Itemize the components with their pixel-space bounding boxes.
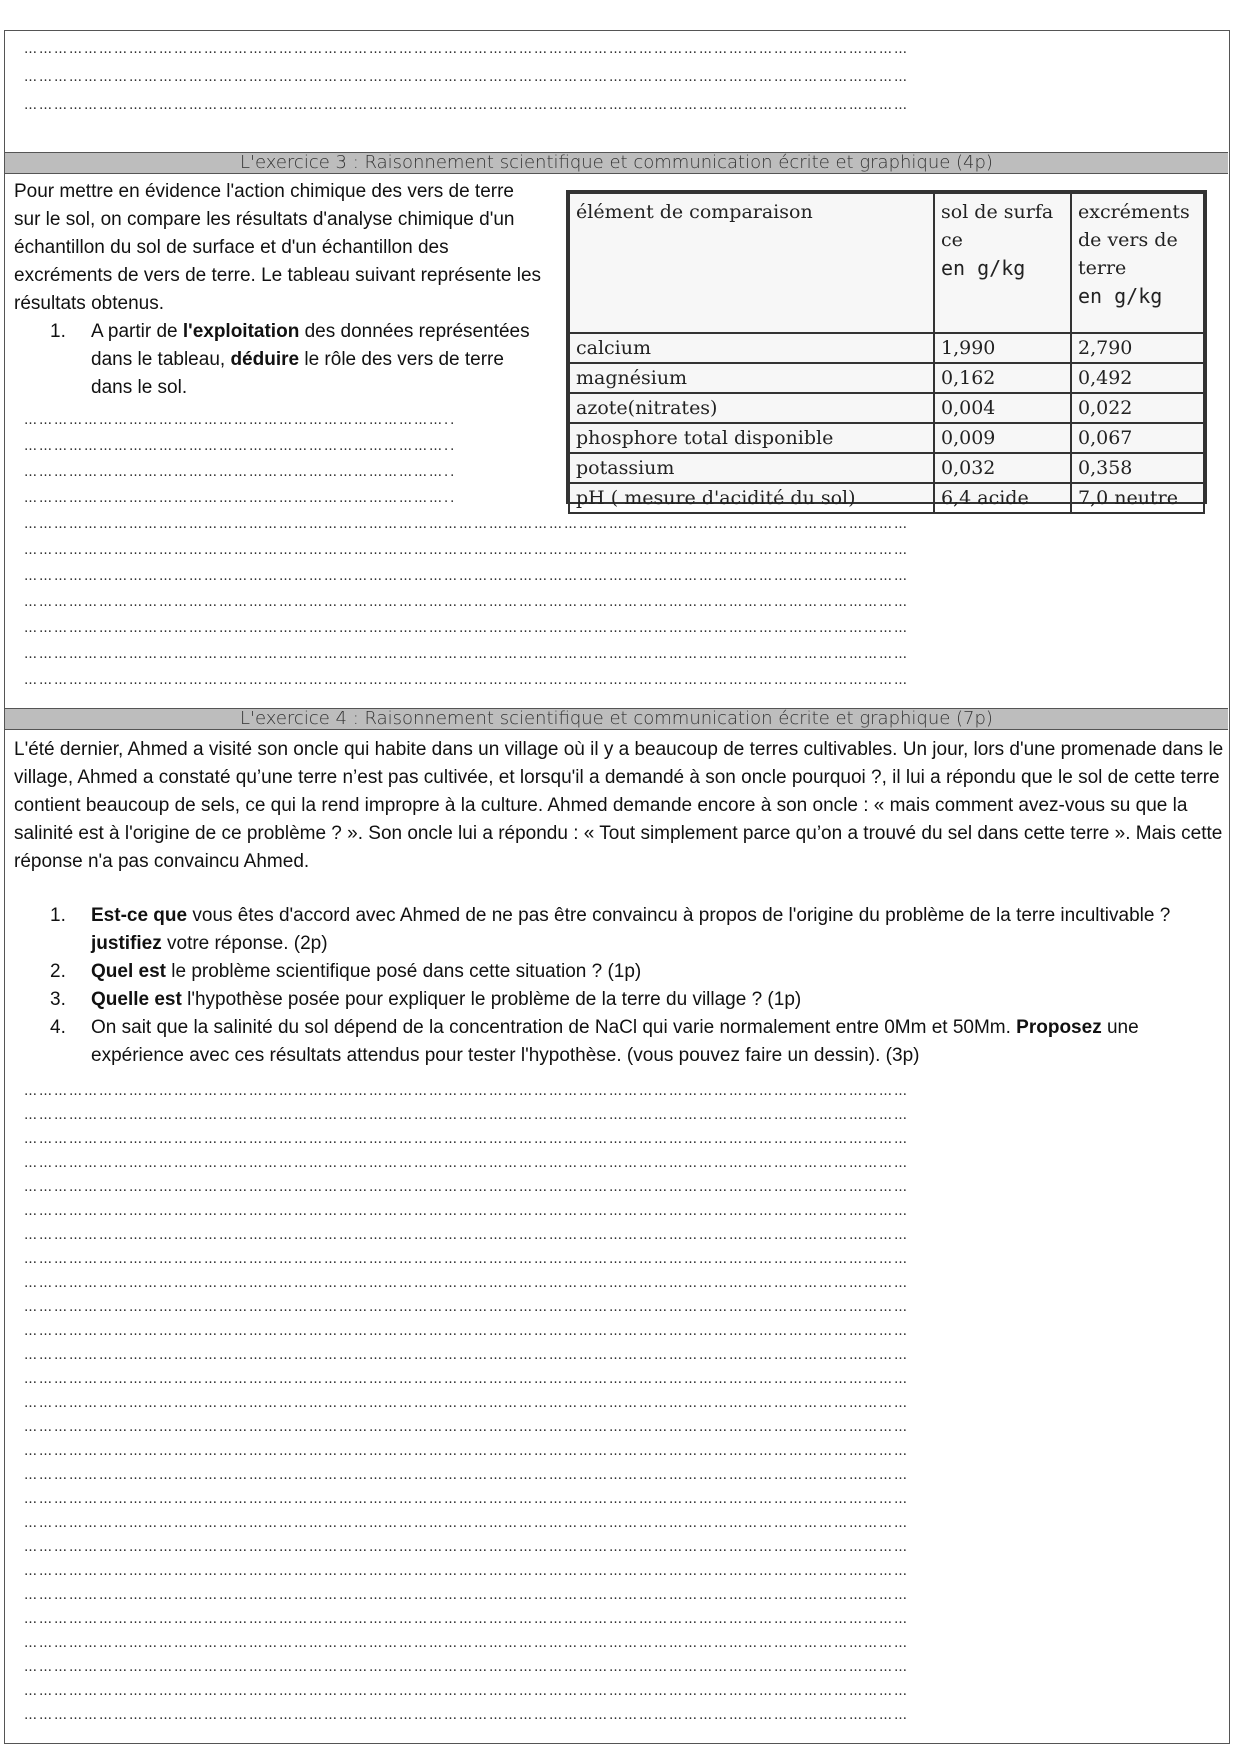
answer-line[interactable]: …………………………………………………………………………………………………………………………………………………………… bbox=[24, 1492, 909, 1507]
answer-line[interactable]: …………………………………………………………………………………………………………………………………………………………… bbox=[24, 1564, 909, 1579]
keyword: Quelle est bbox=[91, 989, 182, 1010]
header-label: sol de surfa ce bbox=[941, 201, 1054, 251]
answer-line[interactable]: …………………………………………………………………………………………………………………………………………………………… bbox=[24, 1348, 909, 1363]
header-cell bbox=[934, 193, 1071, 333]
answer-line[interactable]: ………………………………………………………………………….. bbox=[24, 413, 457, 428]
value-cell: 0,022 bbox=[1071, 393, 1204, 423]
answer-line[interactable]: …………………………………………………………………………………………………………………………………………………………… bbox=[24, 98, 909, 113]
answer-line[interactable]: …………………………………………………………………………………………………………………………………………………………… bbox=[24, 1372, 909, 1387]
table-header-row bbox=[569, 193, 1204, 333]
header-label: élément de comparaison bbox=[576, 201, 813, 223]
question-text: des données représentées dans le tableau, bbox=[91, 321, 530, 370]
answer-line[interactable]: …………………………………………………………………………………………………………………………………………………………… bbox=[24, 1516, 909, 1531]
element-cell: phosphore total disponible bbox=[569, 423, 934, 453]
answer-line[interactable]: …………………………………………………………………………………………………………………………………………………………… bbox=[24, 1660, 909, 1675]
answer-line[interactable]: …………………………………………………………………………………………………………………………………………………………… bbox=[24, 1204, 909, 1219]
header-unit: en g/kg bbox=[941, 256, 1026, 280]
value-cell: 2,790 bbox=[1071, 333, 1204, 363]
answer-line[interactable]: …………………………………………………………………………………………………………………………………………………………… bbox=[24, 1132, 909, 1147]
keyword: Quel est bbox=[91, 961, 166, 982]
question-text: le problème scientifique posé dans cette situation ? (1p) bbox=[165, 961, 642, 982]
answer-line[interactable]: …………………………………………………………………………………………………………………………………………………………… bbox=[24, 1636, 909, 1651]
keyword: Est-ce que bbox=[91, 905, 188, 926]
answer-line[interactable]: …………………………………………………………………………………………………………………………………………………………… bbox=[24, 1300, 909, 1315]
answer-line[interactable]: …………………………………………………………………………………………………………………………………………………………… bbox=[24, 1108, 909, 1123]
answer-line[interactable]: …………………………………………………………………………………………………………………………………………………………… bbox=[24, 1156, 909, 1171]
keyword: Proposez bbox=[1016, 1017, 1102, 1038]
question-text: On sait que la salinité du sol dépend de la concentration de NaCl qui varie normalement entre 0Mm et 50Mm. bbox=[91, 1017, 1017, 1038]
value-cell: 0,162 bbox=[934, 363, 1071, 393]
value-cell: 0,004 bbox=[934, 393, 1071, 423]
answer-line[interactable]: …………………………………………………………………………………………………………………………………………………………… bbox=[24, 1252, 909, 1267]
answer-line[interactable]: …………………………………………………………………………………………………………………………………………………………… bbox=[24, 70, 909, 85]
value-cell: 0,032 bbox=[934, 453, 1071, 483]
question-number: 2. bbox=[50, 961, 66, 982]
exercise-4-paragraph: L'été dernier, Ahmed a visité son oncle qui habite dans un village où il y a beaucoup de terres cultivables. Un jour, lors d'une promenade dans le village, Ahmed a constaté qu’une terre n’est pas cultivée, et lorsqu'il a demandé à son oncle pourquoi ?, il lui a répondu que le sol de cette terre contient beaucoup de sels, ce qui la rend impropre à la culture. Ahmed demande encore à son oncle : « mais comment avez-vous su que la salinité est à l'origine de ce problème ? ». Son oncle lui a répondu : « Tout simplement parce qu’on a trouvé du sel dans cette terre ». Mais cette réponse n'a pas convaincu Ahmed. bbox=[14, 739, 1224, 872]
value-cell: 1,990 bbox=[934, 333, 1071, 363]
value-cell: 0,492 bbox=[1071, 363, 1204, 393]
table-row bbox=[569, 483, 1204, 513]
exercise-3-text bbox=[14, 178, 544, 402]
question-text: A partir de bbox=[91, 321, 183, 342]
header-cell bbox=[1071, 193, 1204, 333]
answer-line[interactable]: …………………………………………………………………………………………………………………………………………………………… bbox=[24, 1276, 909, 1291]
answer-line[interactable]: …………………………………………………………………………………………………………………………………………………………… bbox=[24, 1084, 909, 1099]
exercise-3-intro: Pour mettre en évidence l'action chimique des vers de terre sur le sol, on compare les résultats d'analyse chimique d'un échantillon du sol de surface et d'un échantillon des excréments de vers de terre. Le tableau suivant représente les résultats obtenus. bbox=[14, 181, 542, 314]
keyword: justifiez bbox=[91, 933, 162, 954]
answer-line[interactable]: …………………………………………………………………………………………………………………………………………………………… bbox=[24, 1468, 909, 1483]
exercise-3-header: L'exercice 3 : Raisonnement scientifique et communication écrite et graphique (4p) bbox=[5, 152, 1228, 174]
question-1 bbox=[14, 318, 544, 402]
header-cell bbox=[569, 193, 934, 333]
element-cell: pH ( mesure d'acidité du sol) bbox=[569, 483, 934, 513]
header-label: excréments de vers de terre bbox=[1078, 201, 1190, 279]
answer-line[interactable]: …………………………………………………………………………………………………………………………………………………………… bbox=[24, 1228, 909, 1243]
question-4 bbox=[14, 1014, 1226, 1070]
question-text: votre réponse. (2p) bbox=[161, 933, 328, 954]
answer-line[interactable]: …………………………………………………………………………………………………………………………………………………………… bbox=[24, 1540, 909, 1555]
table-row bbox=[569, 423, 1204, 453]
answer-line[interactable]: …………………………………………………………………………………………………………………………………………………………… bbox=[24, 1420, 909, 1435]
question-number: 1. bbox=[50, 321, 66, 342]
value-cell: 0,358 bbox=[1071, 453, 1204, 483]
answer-line[interactable]: …………………………………………………………………………………………………………………………………………………………… bbox=[24, 1684, 909, 1699]
answer-line[interactable]: …………………………………………………………………………………………………………………………………………………………… bbox=[24, 647, 909, 662]
answer-line[interactable]: …………………………………………………………………………………………………………………………………………………………… bbox=[24, 1612, 909, 1627]
element-cell: potassium bbox=[569, 453, 934, 483]
question-2 bbox=[14, 958, 1226, 986]
value-cell: 0,067 bbox=[1071, 423, 1204, 453]
comparison-table bbox=[566, 190, 1207, 509]
exercise-3-questions bbox=[14, 318, 544, 402]
table-row bbox=[569, 363, 1204, 393]
answer-line[interactable]: …………………………………………………………………………………………………………………………………………………………… bbox=[24, 1588, 909, 1603]
question-text: l'hypothèse posée pour expliquer le problème de la terre du village ? (1p) bbox=[181, 989, 802, 1010]
keyword: l'exploitation bbox=[182, 321, 300, 342]
table-row bbox=[569, 333, 1204, 363]
table-row bbox=[569, 393, 1204, 423]
answer-line[interactable]: …………………………………………………………………………………………………………………………………………………………… bbox=[24, 595, 909, 610]
question-number: 4. bbox=[50, 1017, 66, 1038]
answer-line[interactable]: …………………………………………………………………………………………………………………………………………………………… bbox=[24, 1444, 909, 1459]
answer-line[interactable]: …………………………………………………………………………………………………………………………………………………………… bbox=[24, 543, 909, 558]
header-unit: en g/kg bbox=[1078, 284, 1163, 308]
value-cell: 7,0 neutre bbox=[1071, 483, 1204, 513]
answer-line[interactable]: ………………………………………………………………………….. bbox=[24, 439, 457, 454]
answer-line[interactable]: ………………………………………………………………………….. bbox=[24, 465, 457, 480]
answer-line[interactable]: …………………………………………………………………………………………………………………………………………………………… bbox=[24, 1396, 909, 1411]
element-cell: azote(nitrates) bbox=[569, 393, 934, 423]
answer-line[interactable]: …………………………………………………………………………………………………………………………………………………………… bbox=[24, 1324, 909, 1339]
question-text: vous êtes d'accord avec Ahmed de ne pas être convaincu à propos de l'origine du problème de la terre incultivable ? bbox=[187, 905, 1171, 926]
answer-line[interactable]: …………………………………………………………………………………………………………………………………………………………… bbox=[24, 621, 909, 636]
answer-line[interactable]: …………………………………………………………………………………………………………………………………………………………… bbox=[24, 1180, 909, 1195]
keyword: déduire bbox=[230, 349, 300, 370]
answer-line[interactable]: …………………………………………………………………………………………………………………………………………………………… bbox=[24, 42, 909, 57]
question-number: 3. bbox=[50, 989, 66, 1010]
question-text: une expérience avec ces résultats attendus pour tester l'hypothèse. (vous pouvez faire un dessin). (3p) bbox=[91, 1017, 1139, 1066]
element-cell: magnésium bbox=[569, 363, 934, 393]
answer-line[interactable]: …………………………………………………………………………………………………………………………………………………………… bbox=[24, 517, 909, 532]
answer-line[interactable]: …………………………………………………………………………………………………………………………………………………………… bbox=[24, 673, 909, 688]
table-row bbox=[569, 453, 1204, 483]
question-text: le rôle des vers de terre dans le sol. bbox=[91, 349, 504, 398]
exercise-4-header: L'exercice 4 : Raisonnement scientifique et communication écrite et graphique (7p) bbox=[5, 708, 1228, 730]
answer-line[interactable]: ………………………………………………………………………….. bbox=[24, 491, 457, 506]
answer-line[interactable]: …………………………………………………………………………………………………………………………………………………………… bbox=[24, 569, 909, 584]
question-1 bbox=[14, 902, 1226, 958]
value-cell: 6,4 acide bbox=[934, 483, 1071, 513]
element-cell: calcium bbox=[569, 333, 934, 363]
exercise-4-questions bbox=[14, 902, 1226, 1070]
value-cell: 0,009 bbox=[934, 423, 1071, 453]
question-3 bbox=[14, 986, 1226, 1014]
question-number: 1. bbox=[50, 905, 66, 926]
answer-line[interactable]: …………………………………………………………………………………………………………………………………………………………… bbox=[24, 1708, 909, 1723]
